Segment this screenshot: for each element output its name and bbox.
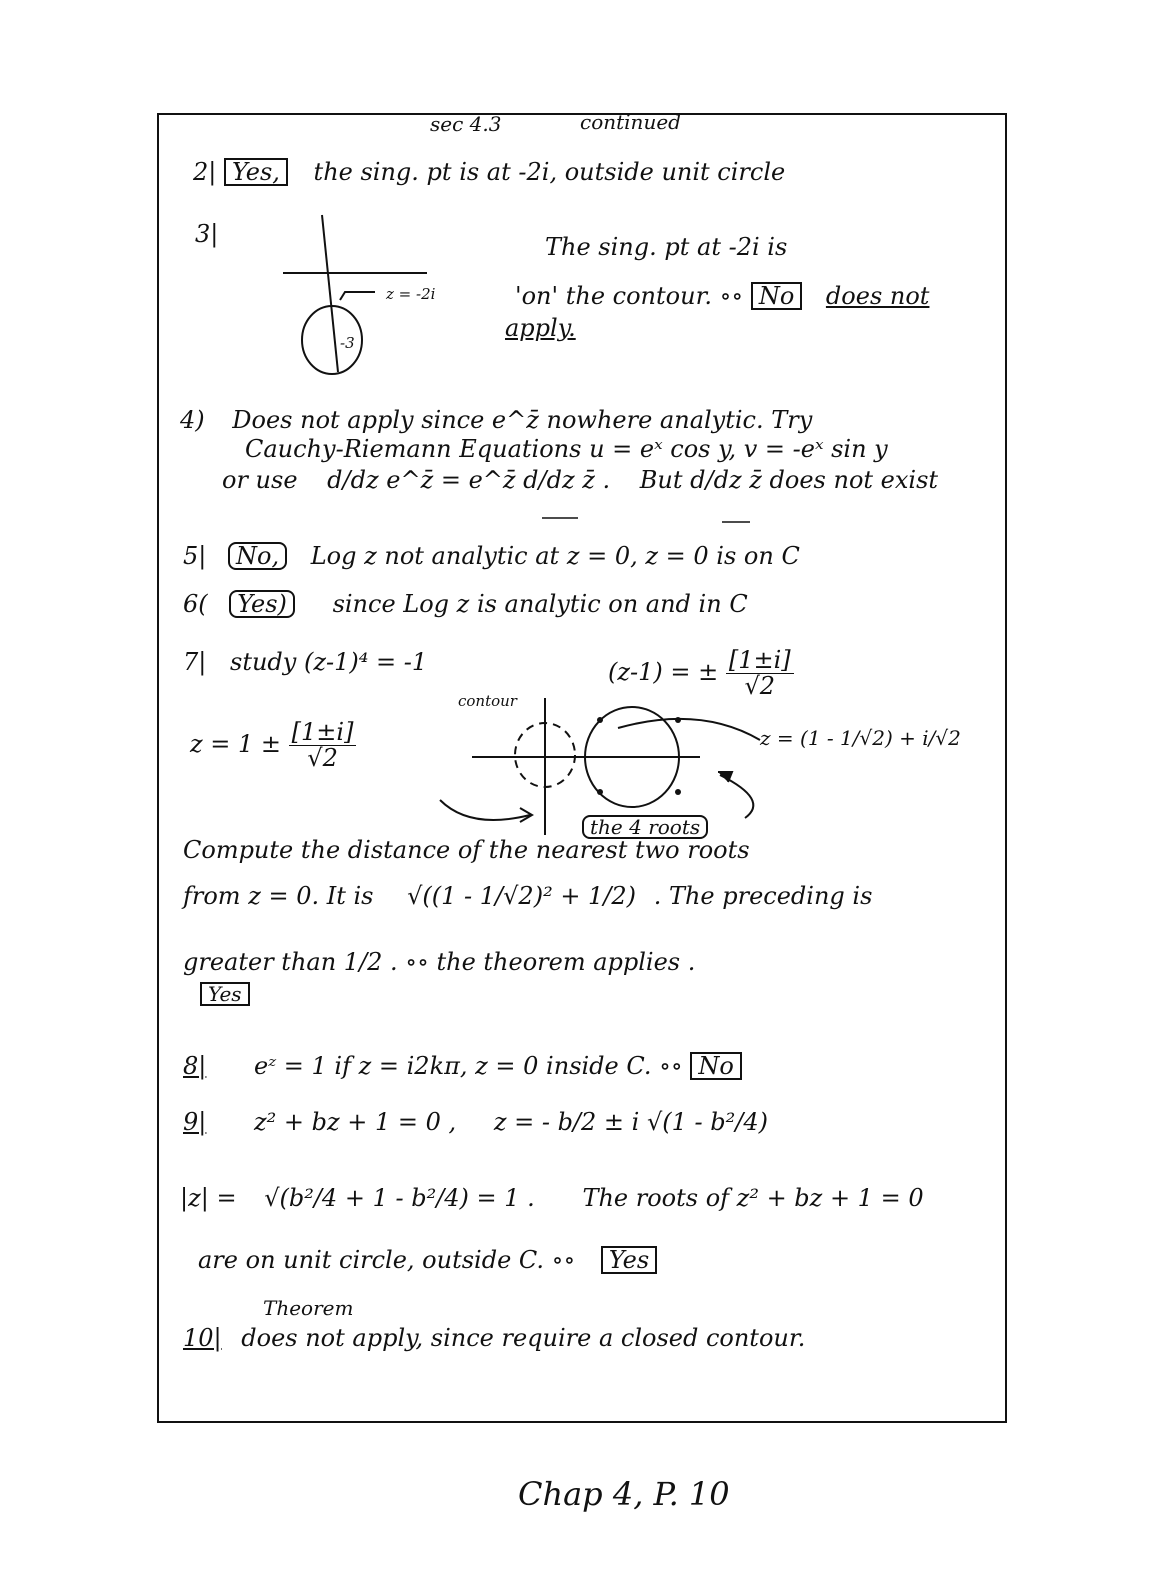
problem-7-line-c3: greater than 1/2 . ∘∘ the theorem applies .: [183, 948, 696, 976]
root-dot: [597, 717, 603, 723]
theorem-insert: Theorem: [263, 1296, 354, 1320]
problem-6: [183, 590, 748, 618]
answer-box: No: [690, 1052, 741, 1080]
problem-text: Log z not analytic at z = 0, z = 0 is on C: [310, 542, 800, 570]
problem-number: 7|: [183, 648, 207, 676]
problem-number: 8|: [183, 1052, 207, 1080]
answer-box: Yes: [200, 982, 250, 1006]
root-dot: [675, 789, 681, 795]
problem-5: [183, 542, 800, 570]
page-footer: Chap 4, P. 10: [518, 1475, 730, 1513]
axis-vertical: [322, 215, 338, 372]
answer-box: No: [751, 282, 802, 310]
problem-3-line2: 'on' the contour. ∘∘ No does not: [515, 282, 930, 310]
problem-10: [183, 1326, 805, 1350]
problem-3-line3: apply.: [505, 314, 576, 342]
problem-3-line1: The sing. pt at -2i is: [545, 233, 788, 261]
root-dot: [597, 789, 603, 795]
problem-9-line2: |z| = √(b²/4 + 1 - b²/4) = 1 . The roots of z² + bz + 1 = 0: [180, 1184, 924, 1212]
nearest-root: z = (1 - 1/√2) + i/√2: [760, 726, 961, 750]
answer-box: No,: [228, 542, 287, 570]
problem-number: 6(: [183, 590, 208, 618]
problem-number: 5|: [183, 542, 207, 570]
problem-9-line3: are on unit circle, outside C. ∘∘ Yes: [198, 1246, 657, 1274]
contour-arrow: [440, 800, 530, 820]
problem-4-line3: or use d/dz e^z̄ = e^z̄ d/dz z̄ . But d/dz z̄ does not exist: [222, 466, 939, 494]
problem-number: 4): [180, 406, 205, 434]
problem-number: 2|: [193, 158, 217, 186]
root-equation: (z-1) = ± $\frac{[1\pm i]}{√2}$: [608, 648, 794, 699]
problem-4-line1: 4) Does not apply since e^z̄ nowhere analytic. Try: [180, 406, 813, 434]
problem-text: the sing. pt is at -2i, outside unit circle: [313, 158, 786, 186]
problem-text: since Log z is analytic on and in C: [332, 590, 748, 618]
z-label: z = -2i: [386, 285, 436, 303]
problem-number: 9|: [183, 1108, 207, 1136]
section-label: sec 4.3: [430, 112, 502, 136]
problem-text: does not apply, since require a closed contour.: [241, 1324, 806, 1352]
problem-3-number: 3|: [195, 220, 219, 248]
problem-7-study: 7| study (z-1)⁴ = -1: [183, 648, 428, 676]
root-arrow: [618, 719, 760, 740]
problem-7-line-c2: from z = 0. It is √((1 - 1/√2)² + 1/2) . The preceding is: [183, 882, 873, 910]
problem-text: eᶻ = 1 if z = i2kπ, z = 0 inside C. ∘∘: [254, 1052, 683, 1080]
problem-4-line2: Cauchy-Riemann Equations u = eˣ cos y, v = -eˣ sin y: [245, 435, 888, 463]
continued-label: continued: [580, 110, 681, 134]
pointer-arrow: [340, 292, 375, 300]
answer-box: Yes): [229, 590, 295, 618]
answer-box: Yes,: [224, 158, 288, 186]
roots-label: the 4 roots: [582, 815, 708, 839]
problem-number: 10|: [183, 1324, 222, 1352]
answer-box: Yes: [601, 1246, 657, 1274]
roots-arrow: [720, 775, 753, 818]
z-equation: z = 1 ± $\frac{[1\pm i]}{√2}$: [190, 720, 356, 771]
contour-label: contour: [458, 692, 517, 710]
problem-7-line-c1: Compute the distance of the nearest two roots: [183, 836, 750, 864]
problem-9-line1: 9| z² + bz + 1 = 0 , z = - b/2 ± i √(1 - b²/4): [183, 1108, 768, 1136]
circle-label: -3: [340, 334, 355, 352]
problem-8: [183, 1052, 742, 1080]
